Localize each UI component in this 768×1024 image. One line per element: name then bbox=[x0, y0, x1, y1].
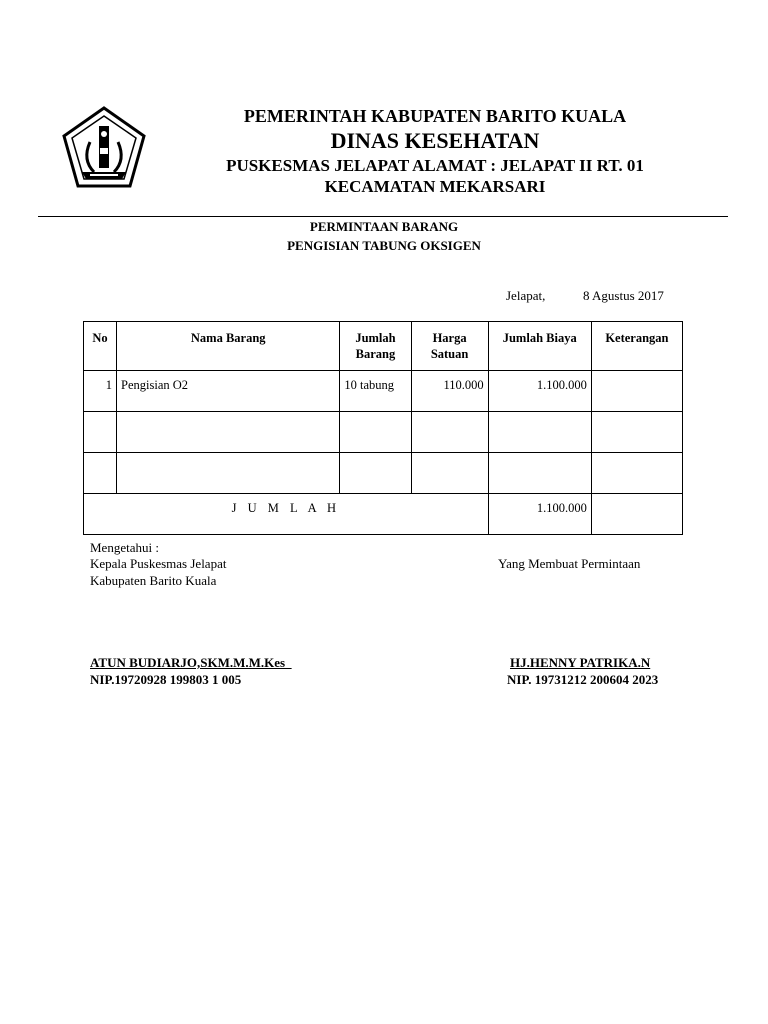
request-table bbox=[83, 321, 683, 535]
sig-left-name: ATUN BUDIARJO,SKM.M.M.Kes bbox=[90, 655, 292, 670]
sig-left-region: Kabupaten Barito Kuala bbox=[90, 573, 217, 588]
sig-left-acknowledge: Mengetahui : bbox=[90, 540, 159, 555]
cell-name bbox=[117, 412, 340, 453]
header-agency: DINAS KESEHATAN bbox=[330, 128, 540, 153]
cell-name bbox=[117, 453, 340, 494]
sig-right-nip: NIP. 19731212 200604 2023 bbox=[507, 672, 659, 687]
cell-note bbox=[591, 453, 682, 494]
total-label: J U M L A H bbox=[84, 494, 489, 535]
sig-right-name: HJ.HENNY PATRIKA.N bbox=[510, 655, 651, 670]
sig-right-role: Yang Membuat Permintaan bbox=[498, 556, 641, 571]
col-header-price bbox=[411, 322, 488, 371]
table-header-row bbox=[84, 322, 683, 371]
col-header-qty bbox=[340, 322, 411, 371]
cell-name: Pengisian O2 bbox=[117, 371, 340, 412]
table-row bbox=[84, 371, 683, 412]
cell-price: 110.000 bbox=[411, 371, 488, 412]
table-row bbox=[84, 412, 683, 453]
col-header-qty-line2: Barang bbox=[355, 347, 396, 361]
header-address: PUSKESMAS JELAPAT ALAMAT : JELAPAT II RT. 01 bbox=[226, 156, 644, 175]
col-header-price-line1: Harga bbox=[432, 331, 467, 345]
col-header-name: Nama Barang bbox=[117, 322, 340, 371]
cell-no: 1 bbox=[84, 371, 117, 412]
col-header-no: No bbox=[84, 322, 117, 371]
document-subtitle: PENGISIAN TABUNG OKSIGEN bbox=[287, 238, 481, 253]
cell-qty bbox=[340, 453, 411, 494]
col-header-price-line2: Satuan bbox=[430, 347, 469, 361]
document-place: Jelapat, bbox=[506, 288, 546, 303]
cell-cost bbox=[488, 453, 591, 494]
sig-left-position: Kepala Puskesmas Jelapat bbox=[90, 556, 227, 571]
header-government: PEMERINTAH KABUPATEN BARITO KUALA bbox=[243, 106, 627, 126]
cell-qty: 10 tabung bbox=[340, 371, 411, 412]
document-title: PERMINTAAN BARANG bbox=[309, 219, 459, 234]
cell-price bbox=[411, 412, 488, 453]
cell-cost: 1.100.000 bbox=[488, 371, 591, 412]
cell-no bbox=[84, 453, 117, 494]
sig-left-nip: NIP.19720928 199803 1 005 bbox=[90, 672, 242, 687]
total-note bbox=[591, 494, 682, 535]
cell-price bbox=[411, 453, 488, 494]
cell-no bbox=[84, 412, 117, 453]
col-header-cost: Jumlah Biaya bbox=[488, 322, 591, 371]
total-value: 1.100.000 bbox=[488, 494, 591, 535]
col-header-note: Keterangan bbox=[591, 322, 682, 371]
col-header-qty-line1: Jumlah bbox=[355, 331, 396, 345]
table-total-row bbox=[84, 494, 683, 535]
document-date: 8 Agustus 2017 bbox=[583, 288, 664, 303]
table-row bbox=[84, 453, 683, 494]
cell-cost bbox=[488, 412, 591, 453]
regency-emblem-icon bbox=[60, 104, 148, 192]
cell-note bbox=[591, 412, 682, 453]
cell-note bbox=[591, 371, 682, 412]
header-divider bbox=[38, 216, 728, 217]
cell-qty bbox=[340, 412, 411, 453]
header-district: KECAMATAN MEKARSARI bbox=[324, 177, 546, 196]
